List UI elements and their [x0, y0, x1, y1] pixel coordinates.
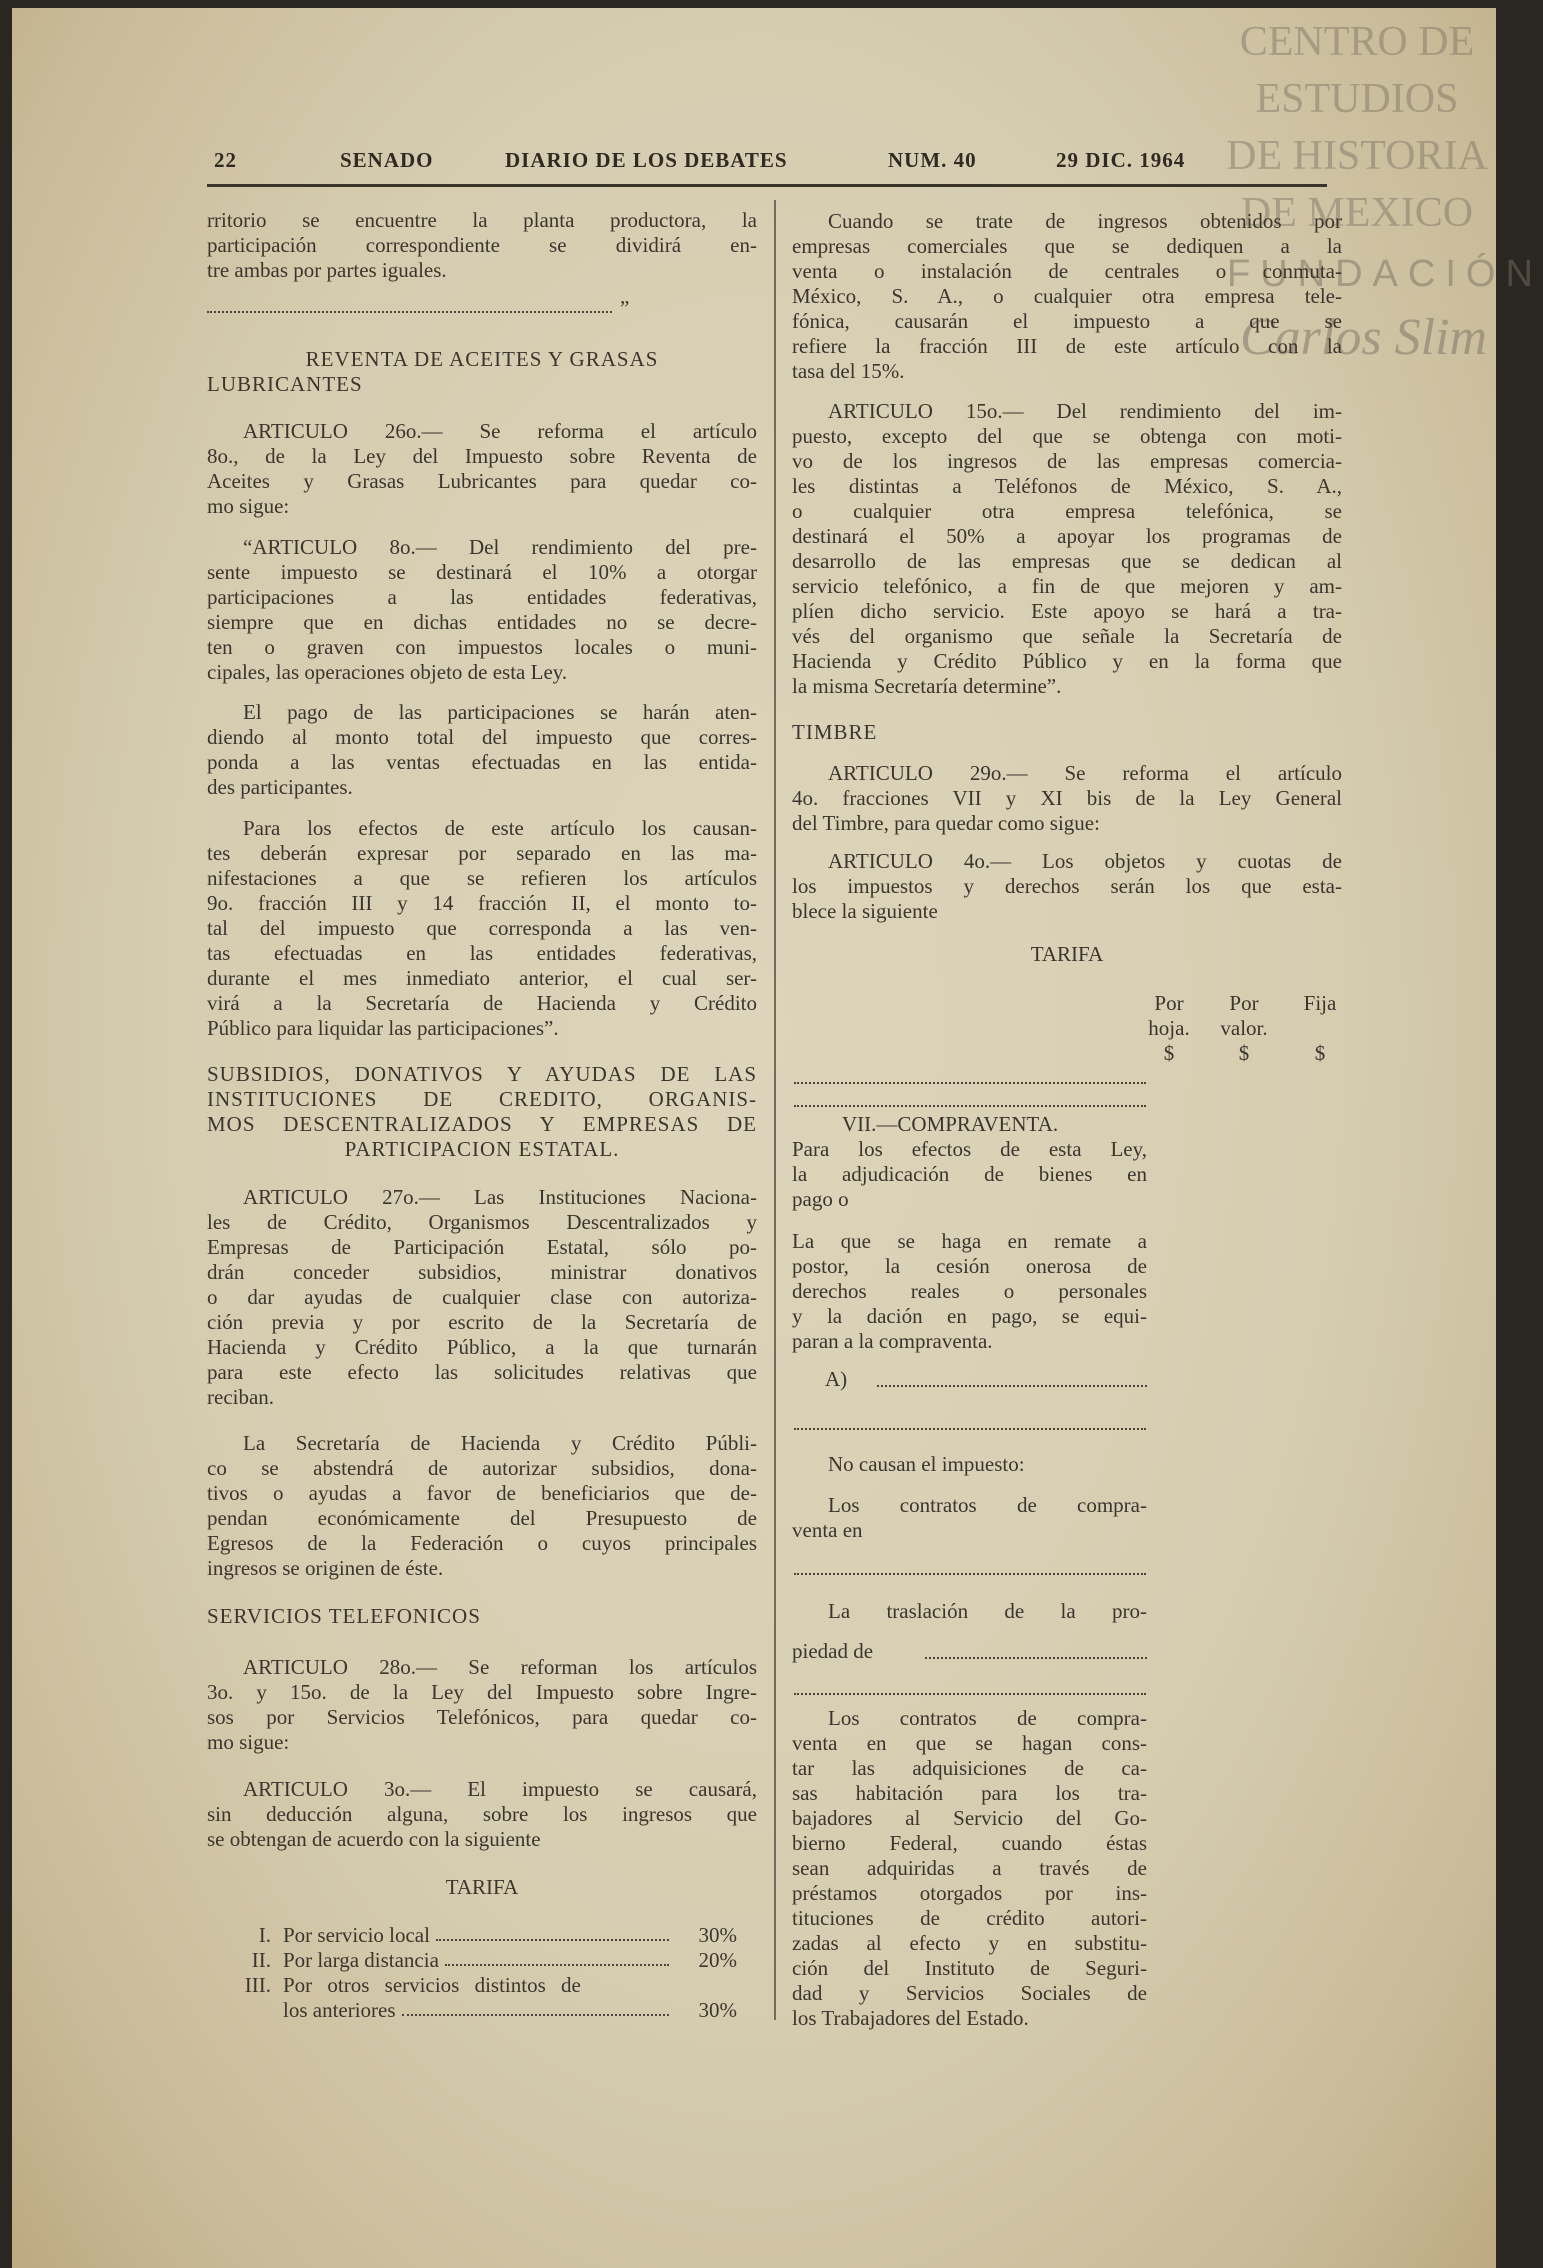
section-heading	[792, 720, 1342, 745]
text-line: VII.—COMPRAVENTA.	[842, 1112, 1059, 1136]
column-header-por-hoja	[1134, 991, 1204, 1066]
text-line: puesto, excepto del que se obtenga con moti-	[792, 424, 1342, 448]
text-line: La traslación de la pro-	[828, 1599, 1147, 1623]
tariff-num: I.	[258, 1923, 271, 1947]
text-line: ARTICULO 29o.— Se reforma el artículo	[828, 761, 1342, 785]
text-line: del Timbre, para quedar como sigue:	[792, 811, 1100, 835]
text-line: la misma Secretaría determine”.	[792, 674, 1062, 698]
watermark-line: DE HISTORIA	[1226, 133, 1488, 179]
column-header-text: Por	[1154, 991, 1184, 1015]
text-line: No causan el impuesto:	[828, 1452, 1025, 1476]
ellipsis-line	[794, 1573, 1146, 1575]
dot-leader	[445, 1948, 669, 1966]
issue-date: 29 DIC. 1964	[1056, 148, 1186, 172]
text-line: fónica, causarán el impuesto a que se	[792, 309, 1342, 333]
section-heading	[207, 1062, 757, 1162]
text-line: pago o	[792, 1187, 849, 1211]
page-number: 22	[214, 148, 237, 172]
text-line: cipales, las operaciones objeto de esta Ley.	[207, 660, 568, 684]
text-line: refiere la fracción III de este artículo con la	[792, 334, 1342, 358]
text-line: ingresos se originen de éste.	[207, 1556, 444, 1580]
text-line: SERVICIOS TELEFONICOS	[207, 1604, 481, 1628]
paragraph	[207, 700, 757, 800]
text-line: la adjudicación de bienes en	[792, 1162, 1147, 1186]
text-line: Empresas de Participación Estatal, sólo po-	[207, 1235, 757, 1259]
issue-number: NUM. 40	[888, 148, 977, 172]
tariff-row	[207, 1973, 737, 1998]
watermark-signature: Carlos Slim	[1240, 309, 1488, 366]
paragraph	[792, 1706, 1147, 2031]
watermark-line: ESTUDIOS	[1255, 76, 1459, 122]
text-line: ARTICULO 27o.— Las Instituciones Naciona-	[243, 1185, 757, 1209]
text-line: tivos o ayudas a favor de beneficiarios que de-	[207, 1481, 757, 1505]
tariff-value: 20%	[698, 1948, 737, 1972]
paragraph	[207, 208, 757, 283]
article-27	[207, 1185, 757, 1410]
text-line: LUBRICANTES	[207, 372, 363, 396]
text-line: blece la siguiente	[792, 899, 938, 923]
text-line: dad y Servicios Sociales de	[792, 1981, 1147, 2005]
text-line: Para los efectos de este artículo los causan-	[243, 816, 757, 840]
text-line: sos por Servicios Telefónicos, para quedar co-	[207, 1705, 757, 1729]
text-line: venta en que se hagan cons-	[792, 1731, 1147, 1755]
text-line: tas efectuadas en las entidades federativas,	[207, 941, 757, 965]
section-heading	[207, 1604, 757, 1629]
paragraph	[207, 816, 757, 1041]
text-line: pendan económicamente del Presupuesto de	[207, 1506, 757, 1530]
text-line: ción del Instituto de Seguri-	[792, 1956, 1147, 1980]
chamber-name: SENADO	[340, 148, 434, 172]
column-unit: $	[1238, 1041, 1250, 1065]
text-line: nifestaciones a que se refieren los artículos	[207, 866, 757, 890]
column-header-text: Fija	[1303, 991, 1337, 1015]
text-line: les distintas a Teléfonos de México, S. A.,	[792, 474, 1342, 498]
paragraph	[792, 209, 1342, 384]
tariff-title	[792, 942, 1342, 967]
text-line: virá a la Secretaría de Hacienda y Crédito	[207, 991, 757, 1015]
tariff-row	[207, 1948, 737, 1973]
text-line: para este efecto las solicitudes relativas que	[207, 1360, 757, 1384]
text-line: La Secretaría de Hacienda y Crédito Públi-	[243, 1431, 757, 1455]
text-line: diendo al monto total del impuesto que corres-	[207, 725, 757, 749]
text-line: o cualquier otra empresa telefónica, se	[792, 499, 1342, 523]
paragraph	[792, 1493, 1147, 1543]
text-line: 8o., de la Ley del Impuesto sobre Reventa de	[207, 444, 757, 468]
text-line: paran a la compraventa.	[792, 1329, 993, 1353]
text-line: ponda a las ventas efectuadas en las entida-	[207, 750, 757, 774]
tariff-row-continued	[207, 1998, 737, 2023]
text-line: participación correspondiente se dividirá en-	[207, 233, 757, 257]
text-line: vés del organismo que señale la Secretaría de	[792, 624, 1342, 648]
text-line: El pago de las participaciones se harán aten-	[243, 700, 757, 724]
column-header-text: Por	[1229, 991, 1259, 1015]
text-line: vo de los ingresos de las empresas comercia-	[792, 449, 1342, 473]
text-line: tes deberán expresar por separado en las ma-	[207, 841, 757, 865]
tariff-value: 30%	[698, 1998, 737, 2022]
ellipsis-line	[794, 1428, 1146, 1430]
article-26	[207, 419, 757, 519]
text-line: co se abstendrá de autorizar subsidios, dona-	[207, 1456, 757, 1480]
ellipsis-line	[207, 311, 612, 313]
text-line: ARTICULO 15o.— Del rendimiento del im-	[828, 399, 1342, 423]
text-line: PARTICIPACION ESTATAL.	[344, 1137, 620, 1161]
text-line: los impuestos y derechos serán los que esta-	[792, 874, 1342, 898]
ellipsis-line	[794, 1082, 1146, 1084]
column-header-por-valor	[1209, 991, 1279, 1066]
text-line: Público para liquidar las participaciones”.	[207, 1016, 559, 1040]
text-line: bajadores al Servicio del Go-	[792, 1806, 1147, 1830]
dot-leader	[402, 1998, 669, 2016]
text-line: se obtengan de acuerdo con la siguiente	[207, 1827, 541, 1851]
text-line: Los contratos de compra-	[828, 1706, 1147, 1730]
dot-leader	[436, 1923, 669, 1941]
text-line: des participantes.	[207, 775, 353, 799]
text-line: tal del impuesto que corresponda a las ven-	[207, 916, 757, 940]
article-15	[792, 399, 1342, 699]
tariff-title	[207, 1875, 757, 1900]
tariff-num: II.	[251, 1948, 271, 1972]
column-header-text: valor.	[1220, 1016, 1268, 1040]
text-line: tituciones de crédito autori-	[792, 1906, 1147, 1930]
ellipsis-line	[925, 1657, 1147, 1659]
text-line: tasa del 15%.	[792, 359, 905, 383]
text-line: participaciones a las entidades federativas,	[207, 585, 757, 609]
text-line: sin deducción alguna, sobre los ingresos que	[207, 1802, 757, 1826]
text-line: y la dación en pago, se equi-	[792, 1304, 1147, 1328]
column-divider	[774, 200, 776, 2020]
ellipsis-line	[794, 1105, 1146, 1107]
text-line: derechos reales o personales	[792, 1279, 1147, 1303]
watermark-institution	[1212, 14, 1502, 242]
section-heading	[207, 347, 757, 397]
text-line: sean adquiridas a través de	[792, 1856, 1147, 1880]
column-unit: $	[1163, 1041, 1175, 1065]
text-line: durante el mes inmediato anterior, el cual ser-	[207, 966, 757, 990]
text-line: ten o graven con impuestos locales o muni-	[207, 635, 757, 659]
column-header-fija	[1285, 991, 1355, 1066]
text-line: Hacienda y Crédito Público, a la que turnarán	[207, 1335, 757, 1359]
text-line: o dar ayudas de cualquier clase con autoriza-	[207, 1285, 757, 1309]
text-line: SUBSIDIOS, DONATIVOS Y AYUDAS DE LAS	[207, 1062, 757, 1086]
text-line: tre ambas por partes iguales.	[207, 258, 447, 282]
ellipsis-line	[877, 1385, 1147, 1387]
text-line: plíen dicho servicio. Este apoyo se hará a tra-	[792, 599, 1342, 623]
tariff-label: los anteriores	[283, 1998, 396, 2022]
text-line: ARTICULO 3o.— El impuesto se causará,	[243, 1777, 757, 1801]
article-29	[792, 761, 1342, 836]
text-line: desarrollo de las empresas que se dedican al	[792, 549, 1342, 573]
tariff-table	[207, 1923, 737, 2023]
text-line: sente impuesto se destinará el 10% a otorgar	[207, 560, 757, 584]
tariff-label: Por larga distancia	[283, 1948, 439, 1972]
article-8	[207, 535, 757, 685]
tariff-title-text: TARIFA	[445, 1875, 519, 1899]
column-unit: $	[1314, 1041, 1326, 1065]
text-line: los Trabajadores del Estado.	[792, 2006, 1029, 2030]
text-line: TIMBRE	[792, 720, 878, 744]
text-line: zadas al efecto y en substitu-	[792, 1931, 1147, 1955]
text-line: drán conceder subsidios, ministrar donativos	[207, 1260, 757, 1284]
text-line: postor, la cesión onerosa de	[792, 1254, 1147, 1278]
paragraph	[792, 1599, 1147, 1624]
paragraph	[792, 1229, 1147, 1354]
text-line: venta en	[792, 1518, 863, 1542]
tariff-label: Por servicio local	[283, 1923, 430, 1947]
article-28	[207, 1655, 757, 1755]
text-line: tar las adquisiciones de ca-	[792, 1756, 1147, 1780]
text-line: México, S. A., o cualquier otra empresa tele-	[792, 284, 1342, 308]
column-header-text: hoja.	[1148, 1016, 1190, 1040]
text-line: Los contratos de compra-	[828, 1493, 1147, 1517]
ellipsis-line	[794, 1693, 1146, 1695]
text-line: mo sigue:	[207, 494, 290, 518]
text-line: servicio telefónico, a fin de que mejoren y am-	[792, 574, 1342, 598]
text-line: bierno Federal, cuando éstas	[792, 1831, 1147, 1855]
watermark-line: CENTRO DE	[1239, 19, 1475, 65]
header-rule	[207, 184, 1327, 187]
text-line: destinará el 50% a apoyar los programas de	[792, 524, 1342, 548]
tariff-row	[207, 1923, 737, 1948]
tariff-label: Por otros servicios distintos de	[283, 1973, 581, 1997]
text-line: 4o. fracciones VII y XI bis de la Ley General	[792, 786, 1342, 810]
text-line: reciban.	[207, 1385, 275, 1409]
text-line: Aceites y Grasas Lubricantes para quedar co-	[207, 469, 757, 493]
tariff-num: III.	[244, 1973, 271, 1997]
text-line: empresas comerciales que se dediquen a la	[792, 234, 1342, 258]
paragraph-continued: piedad de	[792, 1639, 874, 1663]
text-line: préstamos otorgados por ins-	[792, 1881, 1147, 1905]
watermark-foundation: FUNDACIÓN	[1227, 253, 1543, 295]
item-a: A)	[825, 1367, 848, 1391]
text-line: siempre que en dichas entidades no se decre-	[207, 610, 757, 634]
text-line: MOS DESCENTRALIZADOS Y EMPRESAS DE	[207, 1112, 757, 1136]
tariff-title-text: TARIFA	[1030, 942, 1104, 966]
text-line: “ARTICULO 8o.— Del rendimiento del pre-	[243, 535, 757, 559]
text-line: mo sigue:	[207, 1730, 290, 1754]
text-line: Cuando se trate de ingresos obtenidos por	[828, 209, 1342, 233]
article-3	[207, 1777, 757, 1852]
publication-title: DIARIO DE LOS DEBATES	[505, 148, 788, 172]
text-line: venta o instalación de centrales o conmuta-	[792, 259, 1342, 283]
article-4	[792, 849, 1342, 924]
text-line: ción previa y por escrito de la Secretaría de	[207, 1310, 757, 1334]
text-line: ARTICULO 28o.— Se reforman los artículos	[243, 1655, 757, 1679]
paragraph	[207, 1431, 757, 1581]
section-compraventa	[792, 1112, 1147, 1212]
text-line: sas habitación para los tra-	[792, 1781, 1147, 1805]
text-line: INSTITUCIONES DE CREDITO, ORGANIS-	[207, 1087, 757, 1111]
tariff-value: 30%	[698, 1923, 737, 1947]
text-line: les de Crédito, Organismos Descentralizados y	[207, 1210, 757, 1234]
text-line: 9o. fracción III y 14 fracción II, el monto to-	[207, 891, 757, 915]
text-line: REVENTA DE ACEITES Y GRASAS	[305, 347, 659, 371]
text-line: Para los efectos de esta Ley,	[792, 1137, 1147, 1161]
text-line: ARTICULO 4o.— Los objetos y cuotas de	[828, 849, 1342, 873]
text-line: 3o. y 15o. de la Ley del Impuesto sobre Ingre-	[207, 1680, 757, 1704]
closing-quote: ”	[620, 296, 630, 320]
text-line: rritorio se encuentre la planta productora, la	[207, 208, 757, 232]
paragraph	[792, 1452, 1147, 1477]
text-line: Hacienda y Crédito Público y en la forma que	[792, 649, 1342, 673]
text-line: Egresos de la Federación o cuyos principales	[207, 1531, 757, 1555]
text-line: ARTICULO 26o.— Se reforma el artículo	[243, 419, 757, 443]
text-line: La que se haga en remate a	[792, 1229, 1147, 1253]
watermark-line: DE MEXICO	[1240, 190, 1474, 236]
